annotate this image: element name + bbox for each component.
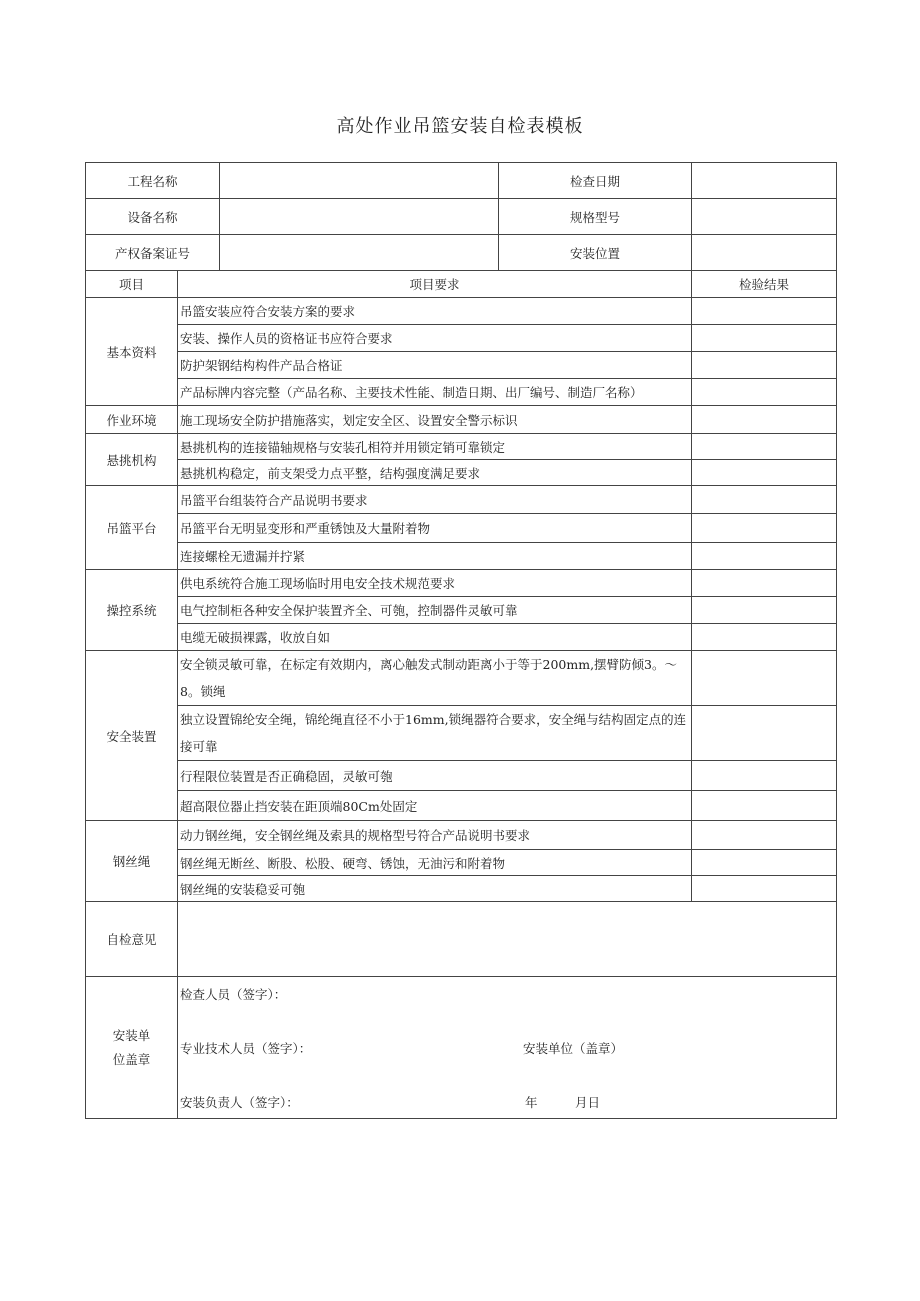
table-row [86,821,837,850]
result-cell[interactable] [692,514,837,543]
signature-area [178,977,837,1119]
result-cell[interactable] [692,821,837,850]
device-name-field[interactable] [220,199,499,235]
section-name: 作业环境 [86,406,178,434]
result-cell[interactable] [692,325,837,352]
install-location-field[interactable] [692,235,837,271]
project-name-label: 工程名称 [86,163,220,199]
table-row [86,325,837,352]
section-name: 基本资料 [86,298,178,406]
column-header-row [86,271,837,298]
section-name: 钢丝绳 [86,821,178,902]
unit-stamp-label[interactable]: 安装单位（盖章） [523,1041,624,1056]
table-row [86,876,837,902]
result-cell[interactable] [692,876,837,902]
result-cell[interactable] [692,570,837,597]
result-cell[interactable] [692,352,837,379]
section-name: 悬挑机构 [86,434,178,486]
section-name: 安全装置 [86,651,178,821]
requirement-text: 连接螺栓无遗漏并拧紧 [178,543,692,570]
result-cell[interactable] [692,486,837,514]
record-no-field[interactable] [220,235,499,271]
requirement-text: 悬挑机构的连接锚轴规格与安装孔相符并用锁定销可靠锁定 [178,434,692,460]
check-date-field[interactable] [692,163,837,199]
signature-label-line1: 安装单 [112,1027,151,1043]
signature-row [86,977,837,1119]
result-cell[interactable] [692,706,837,761]
result-cell[interactable] [692,597,837,624]
record-no-label: 产权备案证号 [86,235,220,271]
column-header-result: 检验结果 [692,271,837,298]
table-row [86,486,837,514]
column-header-item: 项目 [86,271,178,298]
self-check-label: 自检意见 [86,902,178,977]
section-name: 操控系统 [86,570,178,651]
check-date-label: 检查日期 [499,163,692,199]
header-row-device [86,199,837,235]
requirement-text: 悬挑机构稳定，前支架受力点平整，结构强度满足要求 [178,460,692,486]
table-row [86,570,837,597]
requirement-text: 钢丝绳的安装稳妥可匏 [178,876,692,902]
self-check-row [86,902,837,977]
requirement-text: 供电系统符合施工现场临时用电安全技术规范要求 [178,570,692,597]
requirement-text: 独立设置锦纶安全绳，锦纶绳直径不小于16mm,锁绳器符合要求，安全绳与结构固定点的连接可靠 [178,706,692,761]
table-row [86,434,837,460]
requirement-text: 吊篮安装应符合安装方案的要求 [178,298,692,325]
requirement-text: 吊篮平台无明显变形和严重锈蚀及大量附着物 [178,514,692,543]
result-cell[interactable] [692,791,837,821]
device-name-label: 设备名称 [86,199,220,235]
requirement-text: 钢丝绳无断丝、断股、松股、硬弯、锈蚀，无油污和附着物 [178,850,692,876]
table-row [86,706,837,761]
spec-label: 规格型号 [499,199,692,235]
result-cell[interactable] [692,434,837,460]
header-row-record [86,235,837,271]
requirement-text: 施工现场安全防护措施落实，划定安全区、设置安全警示标识 [178,406,692,434]
requirement-text: 安全锁灵敏可靠，在标定有效期内，离心触发式制动距离小于等于200mm,摆臂防倾3。〜8。锁绳 [178,651,692,706]
principal-signature-label[interactable]: 安装负责人（签字）： [180,1095,299,1110]
table-row [86,597,837,624]
header-row-project [86,163,837,199]
requirement-text: 行程限位装置是否正确稳固，灵敏可匏 [178,761,692,791]
result-cell[interactable] [692,460,837,486]
spec-field[interactable] [692,199,837,235]
result-cell[interactable] [692,624,837,651]
requirement-text: 安装、操作人员的资格证书应符合要求 [178,325,692,352]
table-row [86,514,837,543]
result-cell[interactable] [692,850,837,876]
inspector-signature-label[interactable]: 检查人员（签字）： [180,987,287,1002]
table-row [86,761,837,791]
table-row [86,406,837,434]
requirement-text: 超高限位器止挡安装在距顶端80Cm处固定 [178,791,692,821]
table-row [86,460,837,486]
signature-year: 年 [525,1095,538,1110]
install-location-label: 安装位置 [499,235,692,271]
table-row [86,298,837,325]
result-cell[interactable] [692,298,837,325]
requirement-text: 防护架钢结构构件产品合格证 [178,352,692,379]
signature-label-line2: 位盖章 [112,1051,151,1067]
project-name-field[interactable] [220,163,499,199]
technician-signature-label[interactable]: 专业技术人员（签字）： [180,1041,312,1056]
signature-month-day: 月日 [575,1095,601,1110]
table-row [86,379,837,406]
requirement-text: 吊篮平台组装符合产品说明书要求 [178,486,692,514]
table-row [86,543,837,570]
result-cell[interactable] [692,761,837,791]
section-name: 吊篮平台 [86,486,178,570]
self-check-field[interactable] [178,902,837,977]
table-row [86,850,837,876]
requirement-text: 产品标牌内容完整（产品名称、主要技术性能、制造日期、出厂编号、制造厂名称） [178,379,692,406]
result-cell[interactable] [692,379,837,406]
table-row [86,352,837,379]
table-row [86,651,837,706]
requirement-text: 电缆无破损裸露，收放自如 [178,624,692,651]
requirement-text: 动力钢丝绳，安全钢丝绳及索具的规格型号符合产品说明书要求 [178,821,692,850]
result-cell[interactable] [692,651,837,706]
document-title: 高处作业吊篮安装自检表模板 [336,116,584,137]
inspection-form-table [85,162,837,1119]
table-row [86,624,837,651]
result-cell[interactable] [692,406,837,434]
result-cell[interactable] [692,543,837,570]
requirement-text: 电气控制柜各种安全保护装置齐全、可匏，控制器件灵敏可靠 [178,597,692,624]
table-row [86,791,837,821]
signature-section-label [86,977,178,1119]
column-header-requirement: 项目要求 [178,271,692,298]
